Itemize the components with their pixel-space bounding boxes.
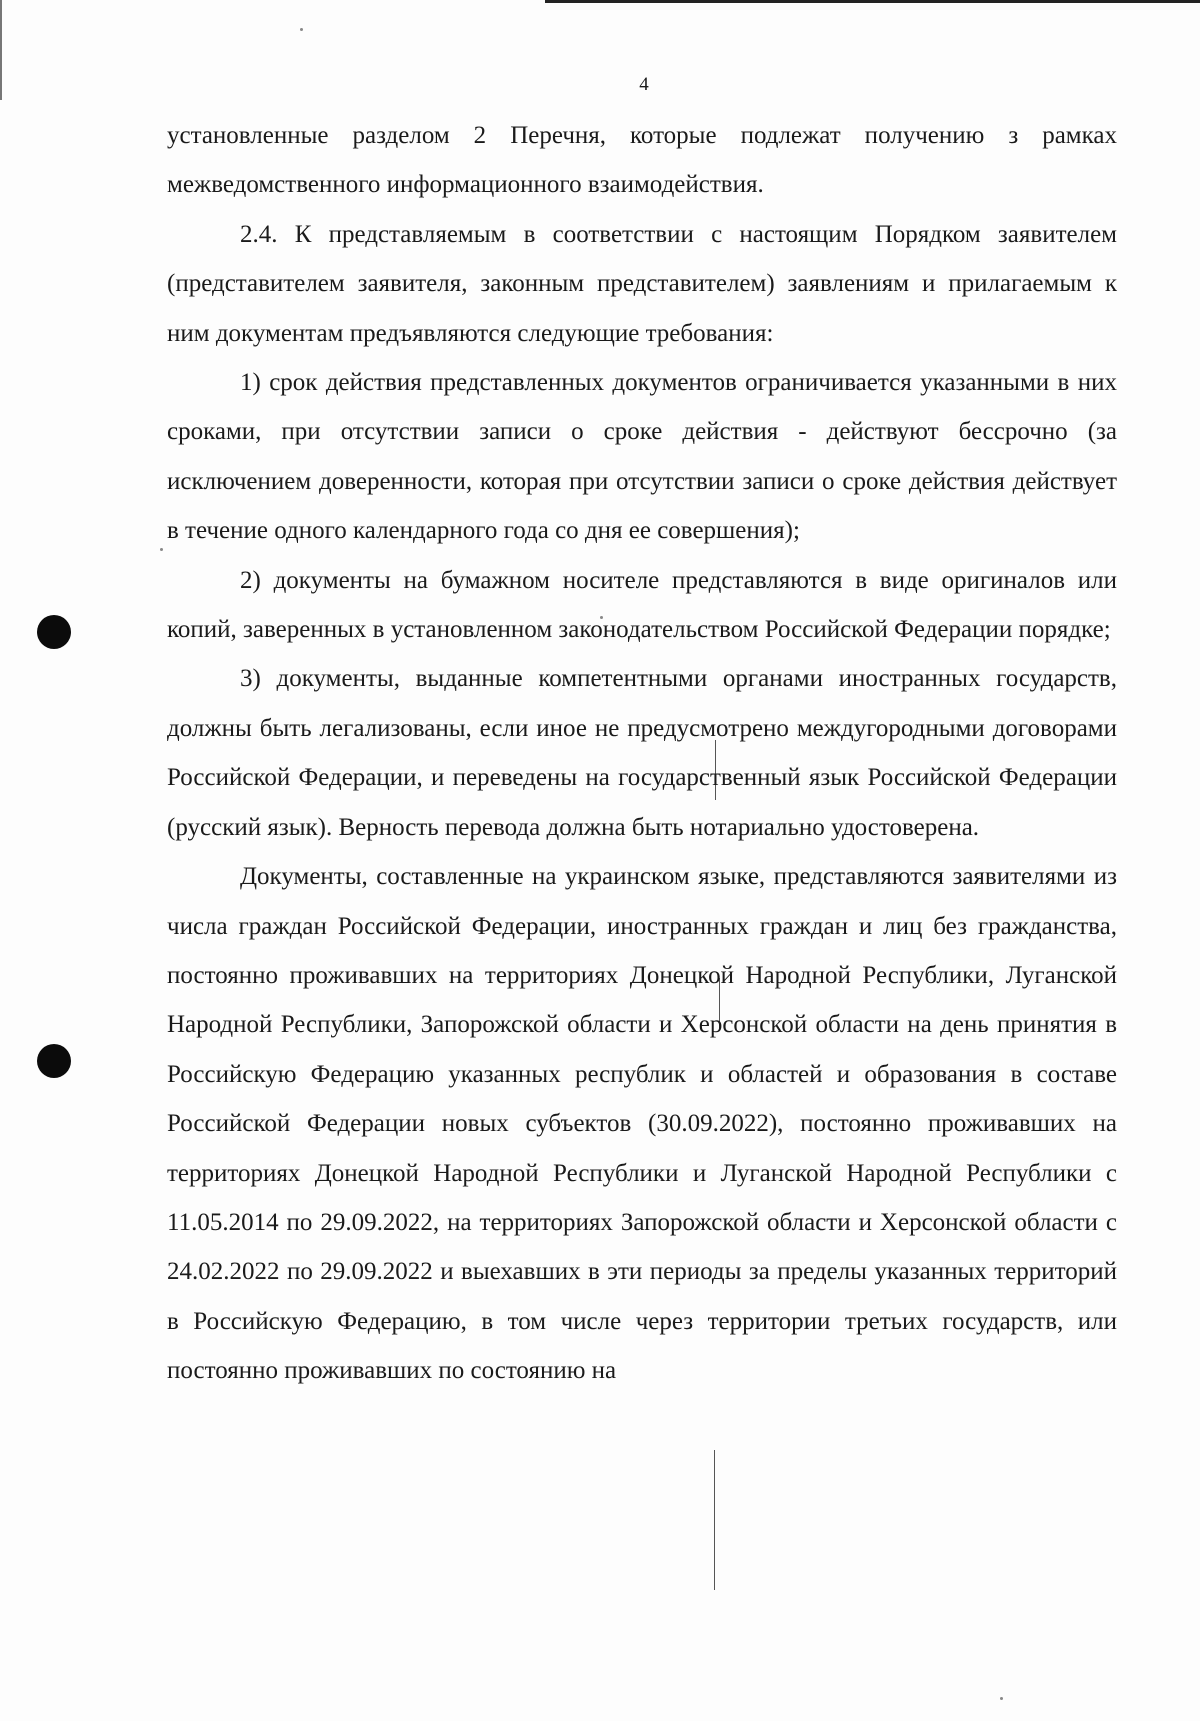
paragraph-item-1: 1) срок действия представленных документов ограничивается указанными в них сроками, при отсутствии записи о сроке действия - действуют бессрочно (за исключением доверенности, которая при отсутствии записи о сроке действия действует в течение одного календарного года со дня ее совершения); (167, 369, 1117, 545)
paragraph-section-2-4: 2.4. К представляемым в соответствии с настоящим Порядком заявителем (представителем заявителя, законным представителем) заявлениям и прилагаемым к ним документам предъявляются следующие требования: (167, 220, 1117, 347)
page-number: 4 (639, 74, 649, 95)
scan-speck (1000, 1697, 1003, 1700)
paragraph-ukrainian-documents: Документы, составленные на украинском языке, представляются заявителями из числа граждан Российской Федерации, иностранных граждан и лиц без гражданства, постоянно проживавших на территориях Донецкой Народной Республики, Луганской Народной Республики, Запорожской области и Херсонской области на день принятия в Российскую Федерацию указанных республик и областей и образования в составе Российской Федерации новых субъектов (30.09.2022), постоянно проживавших на территориях Донецкой Народной Республики и Луганской Народной Республики с 11.05.2014 по 29.09.2022, на территориях Запорожской области и Херсонской области с 24.02.2022 по 29.09.2022 и выехавших в эти периоды за пределы указанных территорий в Российскую Федерацию, в том числе через территории третьих государств, или постоянно проживавших по состоянию на (167, 863, 1117, 1385)
paragraph-continuation: установленные разделом 2 Перечня, которые подлежат получению з рамках межведомственного информационного взаимодействия. (167, 122, 1117, 199)
punch-hole-top (37, 615, 71, 649)
punch-hole-bottom (37, 1044, 71, 1078)
paragraph-item-2: 2) документы на бумажном носителе представляются в виде оригиналов или копий, заверенных в установленном законодательством Российской Федерации порядке; (167, 566, 1117, 644)
top-edge-line (545, 0, 1200, 3)
scan-speck (300, 28, 303, 31)
scan-speck (160, 548, 163, 551)
paragraph-item-3: 3) документы, выданные компетентными органами иностранных государств, должны быть легализованы, если иное не предусмотрено междугородными договорами Российской Федерации, и переведены на государственный язык Российской Федерации (русский язык). Верность перевода должна быть нотариально удостоверена. (167, 665, 1117, 841)
document-body (167, 111, 1117, 1396)
scan-fold-mark (714, 1450, 715, 1590)
